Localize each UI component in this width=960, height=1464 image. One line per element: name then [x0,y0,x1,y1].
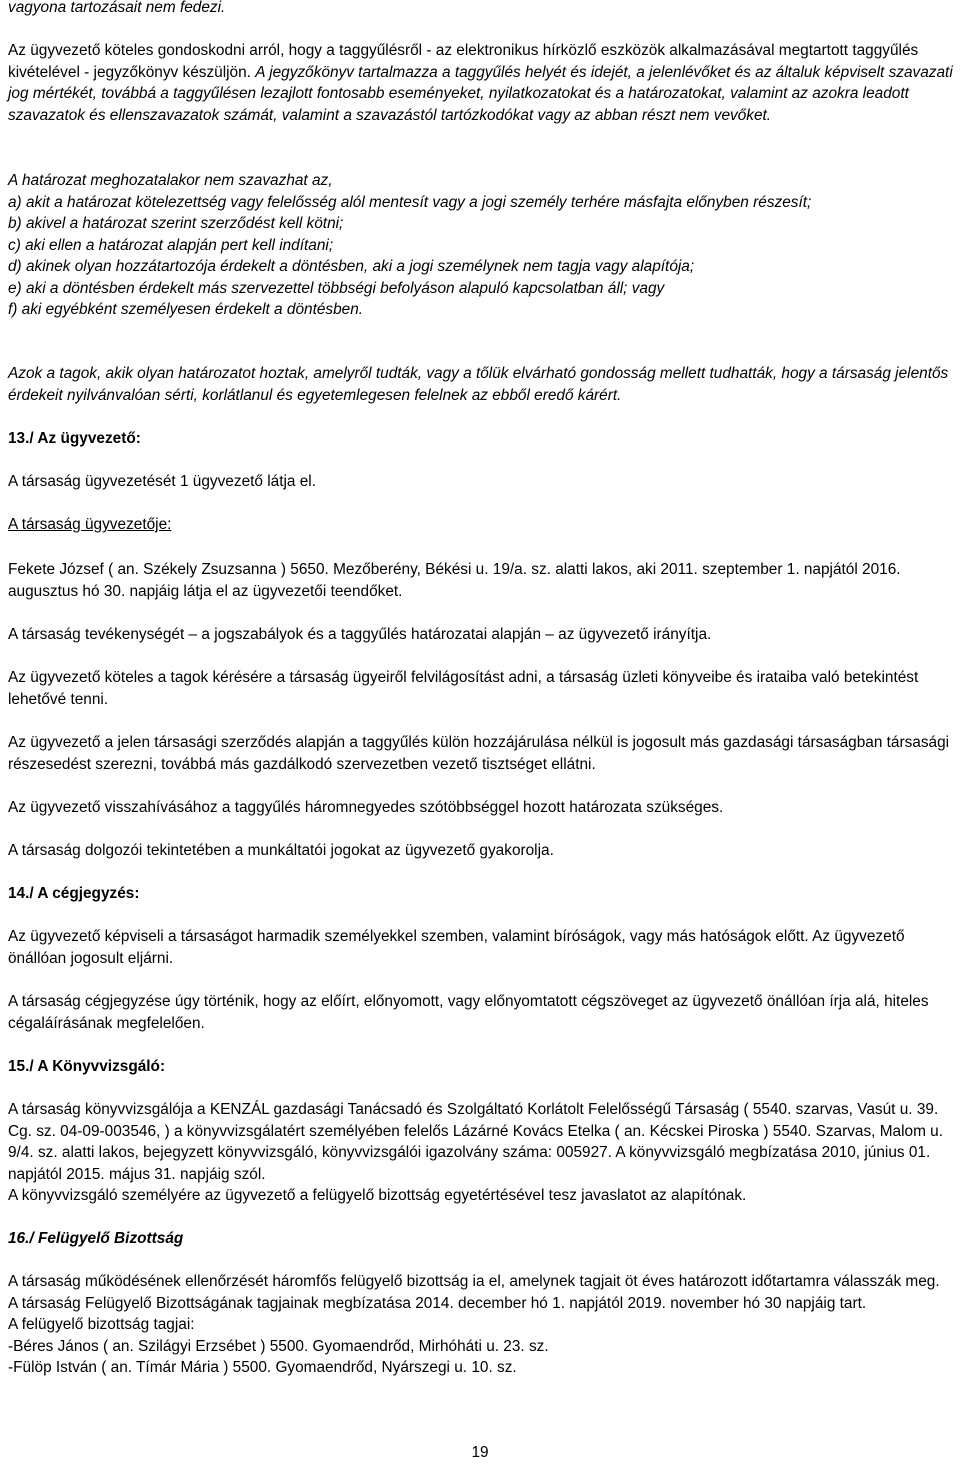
list-item: a) akit a határozat kötelezettség vagy felelősség alól mentesít vagy a jogi személy terhére másfajta előnyben részesít; [8,193,812,211]
board-members-heading: A felügyelő bizottság tagjai: [8,1316,195,1333]
list-item: -Béres János ( an. Szilágyi Erzsébet ) 5500. Gyomaendrőd, Mirhóháti u. 23. sz. [8,1337,549,1355]
minutes-obligation-text: Az ügyvezető köteles gondoskodni arról, hogy a taggyűlésről - az elektronikus hírközlő eszközök alkalmazásával megtartott taggyűlés kivételével - jegyzőkönyv készüljön. [8,42,919,81]
manager-subheading-text: A társaság ügyvezetője: [8,516,172,533]
list-item: b) akivel a határozat szerint szerződést kell kötni; [8,215,344,232]
paragraph-manager-other-roles: Az ügyvezető a jelen társasági szerződés alapján a taggyűlés külön hozzájárulása nélkül is jogosult más gazdasági társaságban társasági részesedést szerezni, továbbá más gazdálkodó szervezetben vezető tisztséget ellátni. [8,734,950,773]
paragraph-manager-direction: A társaság tevékenységét – a jogszabályok és a taggyűlés határozatai alapján – az ügyvezető irányítja. [8,626,712,643]
paragraph-supervisory-board: A társaság működésének ellenőrzését háromfős felügyelő bizottság ia el, amelynek tagjait öt éves határozott időtartamra válasszák meg. [8,1273,940,1290]
manager-subheading [8,514,958,536]
paragraph-manager-identity: Fekete József ( an. Székely Zsuzsanna ) 5650. Mezőberény, Békési u. 19/a. sz. alatti lakos, aki 2011. szeptember 1. napjától 2016. augusztus hó 30. napjáig látja el az ügyvezetői teendőket. [8,561,901,600]
section-16-title [8,1228,958,1250]
paragraph-minutes [8,40,958,126]
list-item: c) aki ellen a határozat alapján pert kell indítani; [8,236,334,254]
section-16-title-text: 16./ Felügyelő Bizottság [8,1230,184,1247]
paragraph-auditor-proposal: A könyvvizsgáló személyére az ügyvezető a felügyelő bizottság egyetértésével tesz javaslatot az alapítónak. [8,1187,747,1204]
paragraph-manager-count: A társaság ügyvezetését 1 ügyvezető látja el. [8,473,317,490]
minutes-contents-text: A jegyzőkönyv tartalmazza a taggyűlés helyét és idejét, a jelenlévőket és az általuk képviselt szavazati jog mértékét, továbbá a taggyűlésen lezajlott fontosabb eseményeket, nyilatkozatokat és a határozatokat, valamint az azokra leadott szavazatok és ellenszavazatok számát, valamint a szavazástól tartózkodókat vagy az abban részt nem vevőket. [8,63,953,124]
section-14-title: 14./ A cégjegyzés: [8,885,140,902]
list-item: d) akinek olyan hozzátartozója érdekelt a döntésben, aki a jogi személynek nem tagja vagy alapítója; [8,258,695,275]
section-15-title: 15./ A Könyvvizsgáló: [8,1058,166,1075]
paragraph-signature: A társaság cégjegyzése úgy történik, hogy az előírt, előnyomott, vagy előnyomtatott cégszöveget az ügyvezető önállóan írja alá, hiteles cégaláírásának megfelelően. [8,993,929,1032]
paragraph-manager-recall: Az ügyvezető visszahívásához a taggyűlés háromnegyedes szótöbbséggel hozott határozata szükséges. [8,799,724,816]
voting-exclusion-list [8,170,958,321]
page-number: 19 [471,1444,489,1461]
list-item: e) aki a döntésben érdekelt más szervezettel többségi befolyáson alapuló kapcsolatban áll; vagy [8,279,665,297]
list-item: f) aki egyébként személyesen érdekelt a döntésben. [8,301,364,318]
list-item: -Fülöp István ( an. Tímár Mária ) 5500. Gyomaendrőd, Nyárszegi u. 10. sz. [8,1359,517,1376]
paragraph-auditor: A társaság könyvvizsgálója a KENZÁL gazdasági Tanácsadó és Szolgáltató Korlátolt Felelősségű Társaság ( 5540. szarvas, Vasút u. 39. Cg. sz. 04-09-003546, ) a könyvvizsgálatért személyében felelős Lázárné Kovács Etelka ( an. Kécskei Piroska ) 5540. Szarvas, Malom u. 9/4. sz. alatti lakos, bejegyzett könyvvizsgáló, könyvvizsgálói igazolvány száma: 005927. A könyvvizsgáló megbízatása 2010, június 01. napjától 2015. május 31. napjáig szól. [8,1101,944,1183]
paragraph-manager-information: Az ügyvezető köteles a tagok kérésére a társaság ügyeiről felvilágosítást adni, a társaság üzleti könyveibe és irataiba való betekintést lehetővé tenni. [8,669,919,708]
paragraph-representation: Az ügyvezető képviseli a társaságot harmadik személyekkel szemben, valamint bíróságok, vagy más hatóságok előtt. Az ügyvezető önállóan jogosult eljárni. [8,928,905,967]
paragraph-board-mandate: A társaság Felügyelő Bizottságának tagjainak megbízatása 2014. december hó 1. napjától 2019. november hó 30 napjáig tart. [8,1294,867,1312]
voting-exclusion-intro: A határozat meghozatalakor nem szavazhat az, [8,172,333,189]
paragraph-member-liability: Azok a tagok, akik olyan határozatot hoztak, amelyről tudták, vagy a tőlük elvárható gondosság mellett tudhatták, hogy a társaság jelentős érdekeit nyilvánvalóan sérti, korlátlanul és egyetemlegesen felelnek az ebből eredő kárért. [8,365,949,404]
paragraph-employer-rights: A társaság dolgozói tekintetében a munkáltatói jogokat az ügyvezető gyakorolja. [8,842,554,859]
section-13-title: 13./ Az ügyvezető: [8,430,141,447]
supervisory-board-block [8,1271,958,1379]
paragraph-continuation: vagyona tartozásait nem fedezi. [8,0,226,16]
